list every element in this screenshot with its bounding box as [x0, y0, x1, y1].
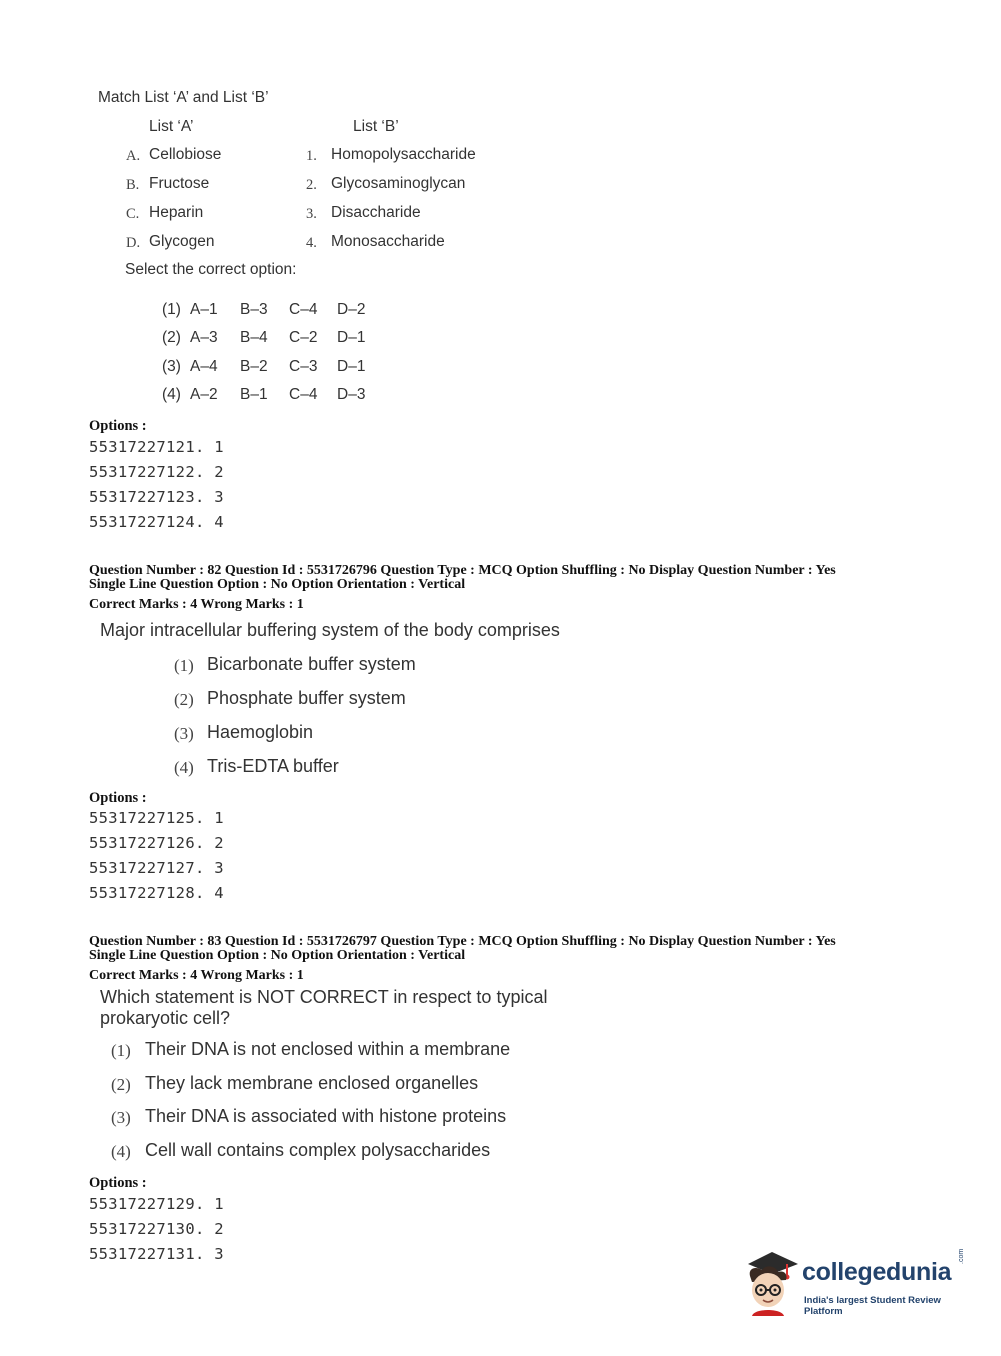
list-a-letter: C. [126, 206, 140, 222]
choice-number: (3) [174, 724, 194, 743]
list-b-header: List ‘B’ [353, 118, 399, 135]
choice-a: A–2 [190, 386, 218, 403]
choice-d: D–2 [337, 301, 366, 318]
choice-text: Their DNA is not enclosed within a membrane [145, 1039, 511, 1059]
choice-c: C–3 [289, 358, 318, 375]
list-a-letter: D. [126, 235, 141, 251]
option-line: 55317227124. 4 [89, 513, 224, 531]
choice-text: Their DNA is associated with histone proteins [145, 1106, 507, 1126]
question-text-2: prokaryotic cell? [100, 1008, 231, 1028]
option-line: 55317227129. 1 [89, 1195, 224, 1213]
choice-d: D–1 [337, 329, 366, 346]
list-b-item: Glycosaminoglycan [331, 175, 466, 192]
option-line: 55317227128. 4 [89, 884, 224, 902]
logo-tagline: India's largest Student Review Platform [804, 1295, 941, 1317]
list-b-number: 4. [306, 235, 317, 251]
choice-number: (4) [174, 758, 194, 777]
list-a-header: List ‘A’ [149, 118, 194, 135]
list-b-item: Disaccharide [331, 204, 421, 221]
choice-number: (2) [174, 690, 194, 709]
list-a-item: Fructose [149, 175, 210, 192]
choice-c: C–4 [289, 386, 318, 403]
choice-number: (1) [162, 301, 181, 318]
list-b-item: Homopolysaccharide [331, 146, 476, 163]
select-prompt: Select the correct option: [125, 261, 297, 278]
list-a-item: Glycogen [149, 233, 215, 250]
match-intro: Match List ‘A’ and List ‘B’ [98, 89, 269, 106]
list-b-number: 2. [306, 177, 317, 193]
list-b-number: 1. [306, 148, 317, 164]
logo-name: collegedunia [802, 1258, 952, 1286]
choice-b: B–2 [240, 358, 268, 375]
choice-text: Bicarbonate buffer system [207, 654, 416, 674]
choice-number: (3) [111, 1108, 131, 1127]
choice-text: Haemoglobin [207, 722, 314, 742]
option-line: 55317227127. 3 [89, 859, 224, 877]
list-a-letter: B. [126, 177, 140, 193]
choice-number: (4) [162, 386, 181, 403]
choice-d: D–1 [337, 358, 366, 375]
option-line: 55317227123. 3 [89, 488, 224, 506]
question-meta: Question Number : 83 Question Id : 5531726797 Question Type : MCQ Option Shuffling : No Display Question Number : Yes [89, 934, 836, 949]
choice-text: They lack membrane enclosed organelles [145, 1073, 479, 1093]
question-text: Major intracellular buffering system of the body comprises [100, 620, 560, 640]
logo-domain: .com [958, 1248, 965, 1264]
choice-text: Tris-EDTA buffer [207, 756, 339, 776]
list-a-letter: A. [126, 148, 141, 164]
collegedunia-logo[interactable] [742, 1250, 972, 1322]
options-label: Options : [89, 418, 147, 434]
question-marks: Correct Marks : 4 Wrong Marks : 1 [89, 597, 304, 612]
choice-a: A–4 [190, 358, 218, 375]
question-text: Which statement is NOT CORRECT in respect to typical [100, 987, 548, 1007]
choice-c: C–2 [289, 329, 318, 346]
options-label: Options : [89, 1175, 147, 1191]
option-line: 55317227125. 1 [89, 809, 224, 827]
choice-number: (3) [162, 358, 181, 375]
option-line: 55317227122. 2 [89, 463, 224, 481]
question-marks: Correct Marks : 4 Wrong Marks : 1 [89, 968, 304, 983]
question-meta-2: Single Line Question Option : No Option Orientation : Vertical [89, 948, 466, 963]
options-label: Options : [89, 790, 147, 806]
option-line: 55317227121. 1 [89, 438, 224, 456]
list-a-item: Cellobiose [149, 146, 222, 163]
mascot-icon [742, 1250, 802, 1318]
choice-a: A–1 [190, 301, 218, 318]
option-line: 55317227131. 3 [89, 1245, 224, 1263]
choice-b: B–3 [240, 301, 268, 318]
choice-number: (4) [111, 1142, 131, 1161]
choice-d: D–3 [337, 386, 366, 403]
choice-number: (1) [111, 1041, 131, 1060]
choice-text: Cell wall contains complex polysaccharides [145, 1140, 491, 1160]
choice-b: B–4 [240, 329, 268, 346]
choice-number: (1) [174, 656, 194, 675]
choice-number: (2) [111, 1075, 131, 1094]
choice-a: A–3 [190, 329, 218, 346]
choice-c: C–4 [289, 301, 318, 318]
list-b-item: Monosaccharide [331, 233, 445, 250]
list-b-number: 3. [306, 206, 317, 222]
option-line: 55317227130. 2 [89, 1220, 224, 1238]
list-a-item: Heparin [149, 204, 204, 221]
option-line: 55317227126. 2 [89, 834, 224, 852]
choice-text: Phosphate buffer system [207, 688, 406, 708]
question-meta-2: Single Line Question Option : No Option Orientation : Vertical [89, 577, 466, 592]
choice-number: (2) [162, 329, 181, 346]
choice-b: B–1 [240, 386, 268, 403]
question-meta: Question Number : 82 Question Id : 5531726796 Question Type : MCQ Option Shuffling : No Display Question Number : Yes [89, 563, 836, 578]
